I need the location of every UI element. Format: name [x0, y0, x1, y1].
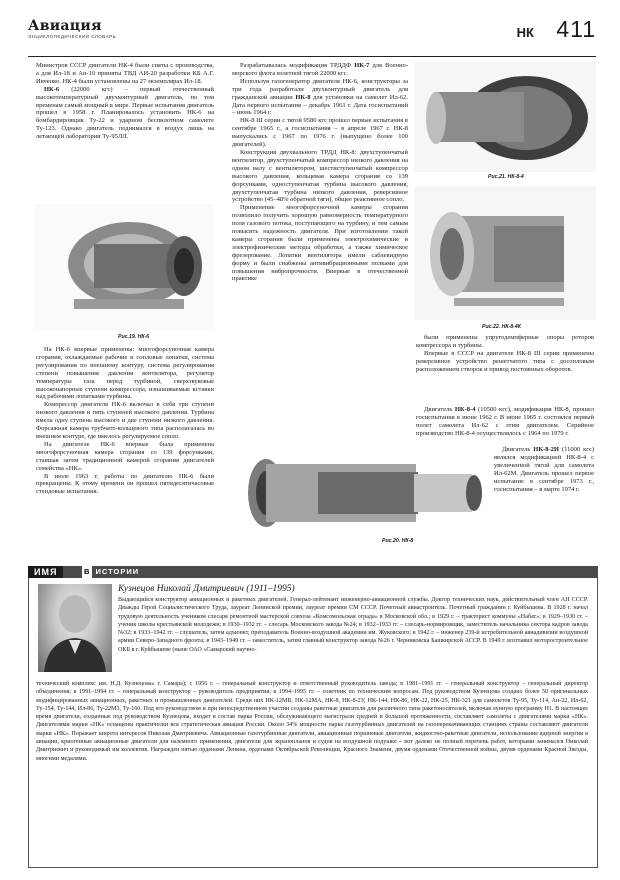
term: НК-8 [295, 93, 311, 101]
bio-text: Выдающийся конструктор авиационных и ракетных двигателей. Генерал-лейтенант инженерно-авиационной службы. Доктор технических наук, действительный член АН СССР. Дважды Герой Социалистического Труда, лауреат Ленинской премии, лауреат премии СМ СССР. Почетный авиастроитель. Почетный гражданин г. Куйбышева. В 1928 г. начал трудовую деятельность учеником слесаря ремонтной мастерской совхоза «Комсомольская ограда» в Московской обл.; в 1929 г. – тракторист коммуны «Набат»; в 1929–1930 гг. – ученик школы крестьянской молодежи; в 1930–1932 гг. – слесарь Московского завода №24; в 1932–1933 гг. – слесарь-нормировщик, заместитель начальника сектора кадров завода №32; в 1933–1942 гг. – слушатель, затем адъюнкт, преподаватель Военно-воздушной академии им. Жуковского; в 1942 г. – инженер 239-й истребительной авиадивизии воздушной армии Северо-Западного фронта; в 1943–1949 гг. – заместитель, затем главный конструктор завода №26 г. Черниковска Башкирской АССР. В 1949 г. возглавил моторостроительное ОКБ в г. Куйбышеве (ныне ОАО «Самарский научно- [118, 597, 588, 653]
paragraph: Министров СССР двигатели НК-4 были сняты с производства, а для Ил-18 и Ан-10 приняты ТВД АИ-20 разработки КБ А.Г. Ивченко. НК-4 были установлены на 27 экземплярах Ил-18. [36, 62, 214, 85]
band-title-right: В ИСТОРИИ [84, 567, 140, 576]
section-code: НК [516, 25, 534, 40]
paragraph: Двигатель НК-8-4 (10500 кгс), модификация НК-8, прошел госиспытания в июне 1962 г. В июне 1965 г. состоялся первый полет самолета Ил-62 с этим двигателем. Серийное производство НК-8-4 осуществлялось с 1964 по 1979 г. [416, 406, 594, 437]
engine-illustration [414, 62, 596, 172]
engine-photo-nk8-4 [414, 62, 596, 172]
engine-photo-nk6 [34, 204, 214, 330]
logo-subtitle: ЭНЦИКЛОПЕДИЧЕСКИЙ СЛОВАРЬ [28, 34, 117, 39]
paragraph: Компрессор двигателя НК-6 включал в себя три ступени низкого давления и пять ступеней высокого давления. Турбина имела одну ступень высокого и две ступени низкого давления. Форсажная камера трубчато-кольцевого типа располагалась во внешнем контуре, где имелось регулируемое сопло. [36, 401, 214, 440]
page-number: 411 [556, 16, 596, 42]
paragraph: НК-6 (22000 кгс) – первый отечественный высокотемпературный двухконтурный двигатель, по тем временам самый мощный в мире. Первые испытания двигатель прошел в 1958 г. Планировалось установить НК-6 на бомбардировщик Ту-22 и ударном беспилотном самолете Ту-123. Однако двигатель поднимался в воздух лишь на летающей лаборатории Ту-95ЛЛ. [36, 85, 214, 141]
term: НК-7 [354, 62, 370, 69]
portrait-photo [38, 584, 112, 672]
portrait-illustration [38, 584, 112, 672]
column-2 [232, 62, 408, 283]
engine-photo-nk8 [238, 452, 490, 534]
figure-caption: Рис.21. НК-8-4 [488, 174, 524, 180]
name-in-history-band [28, 566, 598, 578]
paragraph: Разрабатывалась модификация ТРДДФ НК-7 для Военно-морского флота взлетной тягой 22000 кгс. [232, 62, 408, 77]
paragraph: Применение многофорсуночной камеры сгорания позволило получить хорошую равномерность температурного поля газового потока, поступающего на турбину, и тем самым повысить надежность двигателя. При изготовлении такой камеры сгорания были применены электрохимические и электрофизические методы обработки, а также химическое фрезерование. Лопатки вентилятора имели саблевидную форму и были снабжены антивибрационными полками для повышения вибропрочности. Впервые в отечественной практике [232, 204, 408, 283]
term: НК-8-4 [454, 406, 476, 413]
logo-title: Авиация [28, 18, 102, 34]
figure-caption: Рис.19. НК-6 [118, 334, 150, 340]
page-header [28, 18, 596, 52]
engine-photo-nk8-4k [414, 186, 596, 320]
column-3-p3 [416, 406, 594, 438]
paragraph: На НК-6 впервые применены: многофорсуночная камера сгорания, охлаждаемые рабочие и сопловые лопатки, система регулирования по внешнему контуру, система регулирования степени повышения давления вентилятора, регулятор температуры газа перед турбиной, сверхзвуковые высоконапорные ступени компрессора, изнашиваемые вставки над рабочими лопатками турбины. [36, 346, 214, 401]
paragraph: были применены упругодемпферные опоры роторов компрессора и турбины. [416, 334, 594, 349]
figure-caption: Рис.22. НК-8-4К [482, 324, 521, 330]
term: НК-8-2И [533, 446, 559, 453]
engine-illustration [238, 452, 490, 534]
header-rule [28, 56, 596, 57]
bio-text-continued: технический комплекс им. Н.Д. Кузнецова» г. Самара); с 1956 г. – генеральный конструктор и ответственный руководитель завода; в 1981–1991 гг. – генеральный конструктор – генеральный директор объединения; в 1991–1994 гг. – генеральный конструктор – руководитель предприятия; в 1994–1995 гг. – советник по техническим вопросам. Под руководством Кузнецова создано более 50 оригинальных модифицированных авиационных, ракетных и промышленных двигателей. Среди них НК-12МВ, НК-12МА, НК-8, НК-8-2У, НК-144, НК-86, НК-22, НК-25, НК-321 для самолетов Ту-95, Ту-114, Ан-22, Ил-62, Ту-154, Ту-144, Ил-86, Ту-22М3, Ту-160. Под его руководством и при непосредственном участии созданы ракетные двигатели для различного типа ракетоносителей, включая лунную программу Н1. В настоящее время двигатели, созданные под руководством Кузнецова, входят в состав парка России, обслуживающего магистрали средней и большой протяженности, составляют самолеты с двигателями марки «НК». Двигателями марки «НК» оснащены практически вся стратегическая авиация России. Около 34% мощности парка газотурбинных двигателей на газоперекачивающих станциях страны составляют двигатели марки «НК». Поражает широта интересов Николая Дмитриевича. Авиационные газотурбинные двигатели, авиационные поршневые двигатели, жидкостно-ракетные двигатели, использование ядерной энергии в авиации, криогенные авиационные двигатели для наземного применения, двигатели для экранопланов и судов на воздушной подушке – вот далеко не полный перечень работ, которыми занимался Николай Дмитриевич и руководимый им коллектив. Награжден пятью орденами Ленина, орденами Октябрьской Революции, Красного Знамени, двумя орденами Отечественной войны, двумя орденами Красной Звезды, многими медалями. [36, 681, 588, 762]
paragraph: В июле 1963 г. работы по двигателю НК-6 были прекращены. К этому времени он прошел пятидесятичасовые стендовые испытания. [36, 472, 214, 496]
column-1-bottom [36, 346, 214, 496]
band-preposition: В [84, 567, 91, 576]
band-title-left: ИМЯ [28, 566, 63, 578]
column-1-top [36, 62, 214, 141]
column-3-p4 [494, 446, 594, 493]
term: НК-6 [44, 85, 60, 93]
engine-illustration [34, 204, 214, 330]
paragraph: Используя газогенератор двигателя НК-6, конструкторы за три года разработали двухконтурный двигатель для гражданской авиации НК-8 для установки на самолет Ил-62. Дата первого испытания – декабрь 1961 г. Дата госиспытаний – июнь 1964 г. [232, 77, 408, 117]
figure-caption: Рис.20. НК-8 [382, 538, 414, 544]
paragraph: На двигателе НК-6 впервые была применена многофорсуночная камера сгорания со 139 форсунками, ставшая затем традиционной камерой сгорания двигателей семейства «НК». [36, 440, 214, 472]
publication-logo [28, 18, 116, 39]
column-3-top [416, 334, 594, 374]
engine-illustration [414, 186, 596, 320]
paragraph: Двигатель НК-8-2И (11000 кгс) являлся модификацией НК-8-4 с увеличенной тягой для самолета Ил-62М. Двигатель прошел первое испытание в сентябре 1973 г., госиспытания – в марте 1974 г. [494, 446, 594, 493]
bio-name: Кузнецов Николай Дмитриевич (1911–1995) [118, 584, 295, 594]
paragraph: НК-8 III серии с тягой 9580 кгс прошел первые испытания в сентябре 1965 г., а госиспытания – в апреле 1967 г. НК-8 выпускались с 1967 по 1976 г. (выпущено более 100 двигателей). [232, 117, 408, 149]
paragraph: Впервые в СССР на двигателе НК-8 III серии применены реверсивное устройство решетчатого типа с досопловым расположением створок и привод постоянных оборотов. [416, 349, 594, 373]
paragraph: Конструкция двухвального ТРДД НК-8: двухступенчатый вентилятор, двухступенчатый компрессор низкого давления на одном валу с вентилятором, шестиступенчатый компрессор высокого давления, кольцевая камера сгорания со 139 форсунками, одноступенчатая турбина высокого давления, двухступенчатая турбина низкого давления, реверсивное устройство (45–48% обратной тяги), общее реактивное сопло. [232, 148, 408, 204]
